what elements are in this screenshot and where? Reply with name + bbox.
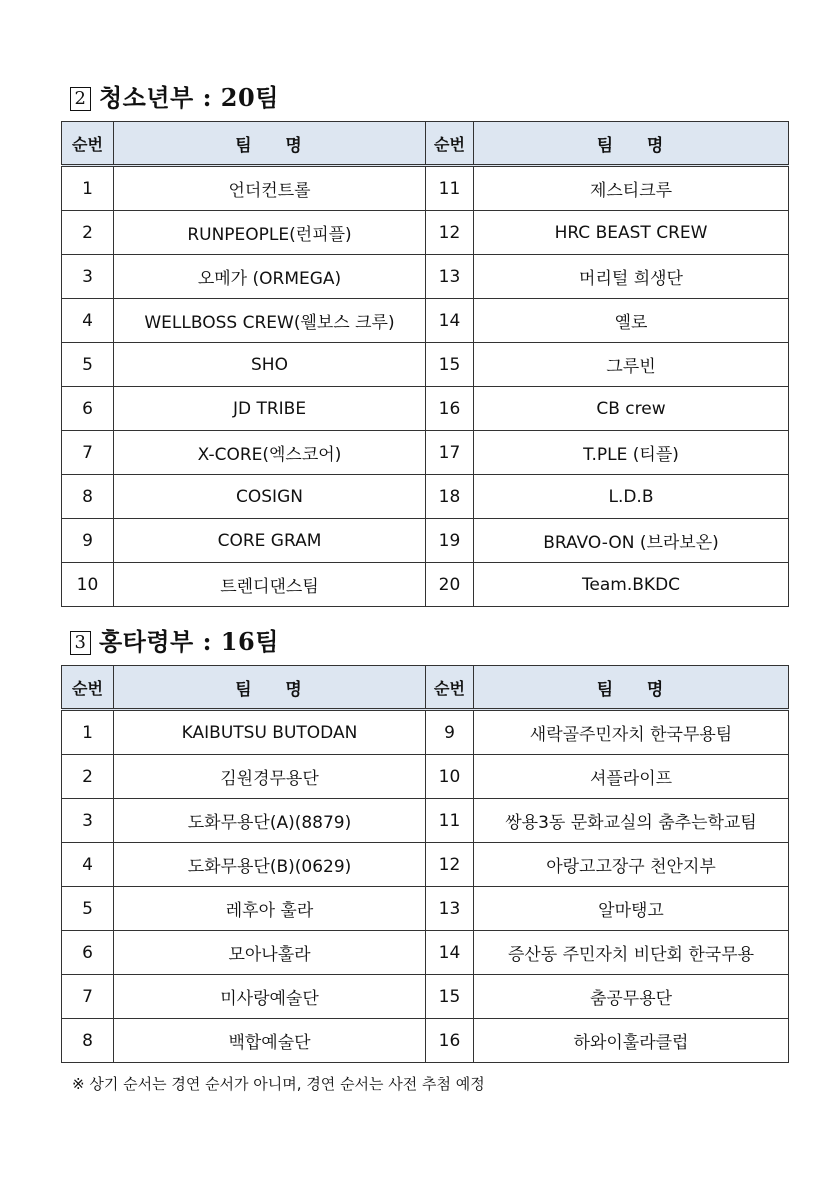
team-name-cell: Team.BKDC bbox=[474, 563, 789, 607]
team-name-cell: 모아나훌라 bbox=[114, 931, 426, 975]
youth-team-table bbox=[61, 121, 789, 607]
team-name-cell: WELLBOSS CREW(웰보스 크루) bbox=[114, 299, 426, 343]
table-row bbox=[62, 843, 789, 887]
team-order-cell: 10 bbox=[62, 563, 114, 607]
team-name-cell: 증산동 주민자치 비단회 한국무용 bbox=[474, 931, 789, 975]
team-name-cell: 도화무용단(A)(8879) bbox=[114, 799, 426, 843]
youth-table-body bbox=[62, 166, 789, 607]
table-row bbox=[62, 1019, 789, 1063]
team-order-cell: 6 bbox=[62, 931, 114, 975]
section-title-text: 청소년부 : 20팀 bbox=[99, 83, 279, 112]
hongtaryeong-table-body bbox=[62, 710, 789, 1063]
team-order-cell: 1 bbox=[62, 166, 114, 211]
team-order-cell: 3 bbox=[62, 255, 114, 299]
header-name: 팀 명 bbox=[114, 122, 426, 166]
team-name-cell: 쌍용3동 문화교실의 춤추는학교팀 bbox=[474, 799, 789, 843]
header-no: 순번 bbox=[62, 666, 114, 710]
team-name-cell: 새락골주민자치 한국무용팀 bbox=[474, 710, 789, 755]
team-name-cell: 레후아 훌라 bbox=[114, 887, 426, 931]
team-order-cell: 14 bbox=[426, 299, 474, 343]
team-order-cell: 15 bbox=[426, 975, 474, 1019]
table-row bbox=[62, 519, 789, 563]
footnote: ※ 상기 순서는 경연 순서가 아니며, 경연 순서는 사전 추첨 예정 bbox=[72, 1075, 485, 1093]
table-row bbox=[62, 211, 789, 255]
team-order-cell: 20 bbox=[426, 563, 474, 607]
table-row bbox=[62, 563, 789, 607]
team-order-cell: 11 bbox=[426, 166, 474, 211]
team-order-cell: 4 bbox=[62, 299, 114, 343]
team-name-cell: 도화무용단(B)(0629) bbox=[114, 843, 426, 887]
team-order-cell: 13 bbox=[426, 887, 474, 931]
team-name-cell: 트렌디댄스팀 bbox=[114, 563, 426, 607]
team-name-cell: 머리털 희생단 bbox=[474, 255, 789, 299]
section-title-hongtaryeong bbox=[70, 622, 279, 657]
header-no: 순번 bbox=[62, 122, 114, 166]
team-name-cell: SHO bbox=[114, 343, 426, 387]
section-title-text: 홍타령부 : 16팀 bbox=[99, 627, 279, 656]
team-name-cell: RUNPEOPLE(런피플) bbox=[114, 211, 426, 255]
team-order-cell: 6 bbox=[62, 387, 114, 431]
team-name-cell: 아랑고고장구 천안지부 bbox=[474, 843, 789, 887]
team-name-cell: 하와이훌라클럽 bbox=[474, 1019, 789, 1063]
team-name-cell: 옐로 bbox=[474, 299, 789, 343]
table-header-row bbox=[62, 666, 789, 710]
header-name: 팀 명 bbox=[474, 122, 789, 166]
section-number: 3 bbox=[70, 631, 91, 655]
team-order-cell: 5 bbox=[62, 343, 114, 387]
team-order-cell: 16 bbox=[426, 387, 474, 431]
header-name: 팀 명 bbox=[474, 666, 789, 710]
section-title-youth bbox=[70, 78, 279, 113]
table-row bbox=[62, 387, 789, 431]
team-name-cell: KAIBUTSU BUTODAN bbox=[114, 710, 426, 755]
team-name-cell: BRAVO-ON (브라보온) bbox=[474, 519, 789, 563]
team-order-cell: 8 bbox=[62, 1019, 114, 1063]
table-row bbox=[62, 799, 789, 843]
team-name-cell: 셔플라이프 bbox=[474, 755, 789, 799]
team-name-cell: 백합예술단 bbox=[114, 1019, 426, 1063]
table-row bbox=[62, 299, 789, 343]
team-order-cell: 11 bbox=[426, 799, 474, 843]
team-order-cell: 12 bbox=[426, 843, 474, 887]
team-order-cell: 7 bbox=[62, 975, 114, 1019]
team-name-cell: 미사랑예술단 bbox=[114, 975, 426, 1019]
table-row bbox=[62, 887, 789, 931]
section-number: 2 bbox=[70, 87, 91, 111]
team-order-cell: 15 bbox=[426, 343, 474, 387]
team-order-cell: 4 bbox=[62, 843, 114, 887]
team-order-cell: 16 bbox=[426, 1019, 474, 1063]
team-name-cell: 그루빈 bbox=[474, 343, 789, 387]
table-row bbox=[62, 710, 789, 755]
team-order-cell: 12 bbox=[426, 211, 474, 255]
table-row bbox=[62, 255, 789, 299]
team-order-cell: 10 bbox=[426, 755, 474, 799]
team-name-cell: T.PLE (티플) bbox=[474, 431, 789, 475]
table-row bbox=[62, 755, 789, 799]
team-name-cell: X-CORE(엑스코어) bbox=[114, 431, 426, 475]
team-order-cell: 13 bbox=[426, 255, 474, 299]
team-order-cell: 2 bbox=[62, 755, 114, 799]
table-row bbox=[62, 975, 789, 1019]
team-name-cell: CORE GRAM bbox=[114, 519, 426, 563]
header-name: 팀 명 bbox=[114, 666, 426, 710]
table-row bbox=[62, 343, 789, 387]
team-order-cell: 1 bbox=[62, 710, 114, 755]
table-row bbox=[62, 431, 789, 475]
table-row bbox=[62, 931, 789, 975]
team-order-cell: 3 bbox=[62, 799, 114, 843]
team-name-cell: 오메가 (ORMEGA) bbox=[114, 255, 426, 299]
team-name-cell: 알마탱고 bbox=[474, 887, 789, 931]
team-order-cell: 19 bbox=[426, 519, 474, 563]
team-name-cell: L.D.B bbox=[474, 475, 789, 519]
team-name-cell: JD TRIBE bbox=[114, 387, 426, 431]
team-order-cell: 7 bbox=[62, 431, 114, 475]
table-row bbox=[62, 166, 789, 211]
team-name-cell: 제스티크루 bbox=[474, 166, 789, 211]
team-name-cell: 언더컨트롤 bbox=[114, 166, 426, 211]
table-row bbox=[62, 475, 789, 519]
team-order-cell: 2 bbox=[62, 211, 114, 255]
team-order-cell: 14 bbox=[426, 931, 474, 975]
team-name-cell: CB crew bbox=[474, 387, 789, 431]
team-order-cell: 18 bbox=[426, 475, 474, 519]
team-order-cell: 8 bbox=[62, 475, 114, 519]
table-header-row bbox=[62, 122, 789, 166]
team-order-cell: 9 bbox=[426, 710, 474, 755]
team-name-cell: 김원경무용단 bbox=[114, 755, 426, 799]
hongtaryeong-team-table bbox=[61, 665, 789, 1063]
team-name-cell: 춤공무용단 bbox=[474, 975, 789, 1019]
team-order-cell: 17 bbox=[426, 431, 474, 475]
team-name-cell: HRC BEAST CREW bbox=[474, 211, 789, 255]
team-order-cell: 9 bbox=[62, 519, 114, 563]
team-order-cell: 5 bbox=[62, 887, 114, 931]
team-name-cell: COSIGN bbox=[114, 475, 426, 519]
header-no: 순번 bbox=[426, 122, 474, 166]
header-no: 순번 bbox=[426, 666, 474, 710]
